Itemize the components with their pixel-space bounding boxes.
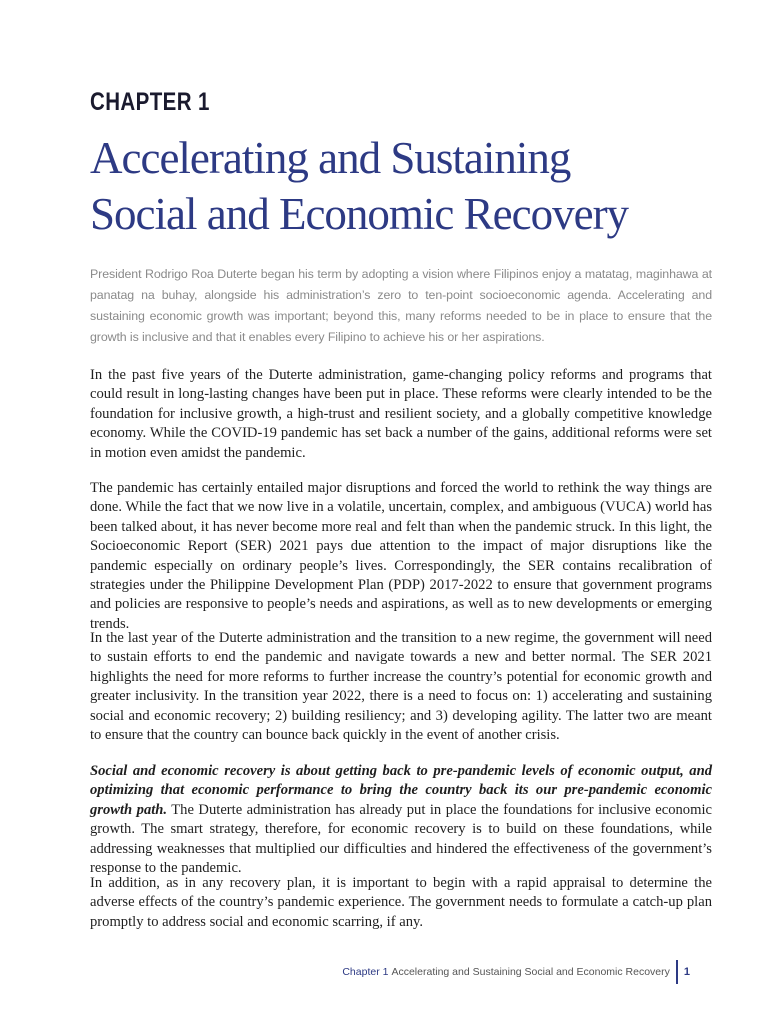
footer-title: Accelerating and Sustaining Social and Economic Recovery — [391, 966, 670, 978]
chapter-title — [90, 130, 730, 242]
body-paragraph-4 — [90, 762, 712, 878]
chapter-title-line-1: Accelerating and Sustaining — [90, 133, 571, 183]
page-number: 1 — [683, 966, 690, 978]
chapter-title-line-2: Social and Economic Recovery — [90, 189, 629, 239]
body-paragraph-1 — [90, 366, 712, 463]
paragraph-text: In addition, as in any recovery plan, it is important to begin with a rapid appraisal to determine the adverse effects of the country’s pandemic experience. The government needs to formulate a catch-up plan promptly to address social and economic scarring, if any. — [90, 875, 712, 930]
body-paragraph-5 — [90, 874, 712, 932]
emphasis-text: Social and economic recovery is about getting back to pre-pandemic levels of economic output, and optimizing that economic performance to bring the country back its our pre-pandemic economic growth path. — [90, 763, 712, 818]
paragraph-text — [90, 762, 712, 878]
paragraph-text: In the past five years of the Duterte administration, game-changing policy reforms and programs that could result in long-lasting changes have been put in place. These reforms were clearly intended to be the foundation for inclusive growth, a high-trust and resilient society, and a globally competitive knowledge economy. While the COVID-19 pandemic has set back a number of the gains, additional reforms were set in motion even amidst the pandemic. — [90, 367, 712, 461]
chapter-label: CHAPTER 1 — [90, 88, 210, 116]
page-footer — [342, 960, 690, 984]
body-paragraph-3 — [90, 629, 712, 745]
footer-divider — [676, 960, 678, 984]
paragraph-rest-text: The Duterte administration has already put in place the foundations for inclusive economic growth. The smart strategy, therefore, for economic recovery is to build on these foundations, while addressing weaknesses that multiplied our difficulties and hindered the effectiveness of the government’s response to the pandemic. — [90, 801, 712, 877]
footer-chapter: Chapter 1 — [342, 966, 389, 978]
body-paragraph-2 — [90, 479, 712, 634]
intro-paragraph: President Rodrigo Roa Duterte began his term by adopting a vision where Filipinos enjoy a matatag, maginhawa at panatag na buhay, alongside his administration’s zero to ten-point socioeconomic agenda. Accelerating and sustaining economic growth was important; beyond this, many reforms needed to be in place to ensure that the growth is inclusive and that it enables every Filipino to achieve his or her aspirations. — [90, 267, 712, 344]
paragraph-text: The pandemic has certainly entailed major disruptions and forced the world to rethink the way things are done. While the fact that we now live in a volatile, uncertain, complex, and ambiguous (VUCA) world has been talked about, it has never become more real and felt than when the pandemic struck. In this light, the Socioeconomic Report (SER) 2021 pays due attention to the impact of major disruptions like the pandemic especially on ordinary people’s lives. Correspondingly, the SER contains recalibration of strategies under the Philippine Development Plan (PDP) 2017-2022 to ensure that government programs and policies are responsive to people’s needs and aspirations, as well as to new developments or emerging trends. — [90, 480, 712, 632]
paragraph-text: In the last year of the Duterte administration and the transition to a new regime, the government will need to sustain efforts to end the pandemic and navigate towards a new and better normal. The SER 2021 highlights the need for more reforms to further increase the country’s potential for economic growth and greater inclusivity. In the transition year 2022, there is a need to focus on: 1) accelerating and sustaining social and economic recovery; 2) building resiliency; and 3) developing agility. The latter two are meant to ensure that the country can bounce back quickly in the event of another crisis. — [90, 630, 712, 744]
